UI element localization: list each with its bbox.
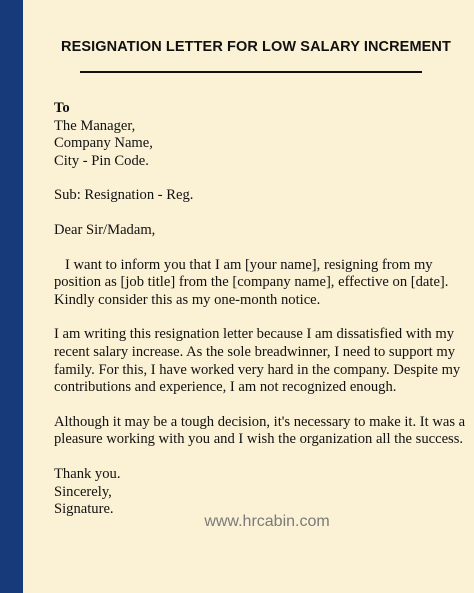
paragraph-2 xyxy=(54,326,464,396)
address-line: City - Pin Code. xyxy=(54,152,149,169)
paragraph-line: I want to inform you that I am [your name], resigning from my xyxy=(65,256,433,273)
paragraph-3 xyxy=(54,414,464,449)
address-line: Company Name, xyxy=(54,135,153,152)
page-title: RESIGNATION LETTER FOR LOW SALARY INCREMENT xyxy=(61,39,451,55)
closing-thanks: Thank you. xyxy=(54,465,121,482)
paragraph-line: contributions and experience, I am not recognized enough. xyxy=(54,379,397,396)
paragraph-line: Although it may be a tough decision, it's necessary to make it. It was a xyxy=(54,413,466,430)
closing-sincerely: Sincerely, xyxy=(54,483,112,500)
paragraph-line: position as [job title] from the [company name], effective on [date]. xyxy=(54,274,449,291)
to-label: To xyxy=(54,100,70,116)
paragraph-line: family. For this, I have worked very hard in the company. Despite my xyxy=(54,361,461,378)
signature: Signature. xyxy=(54,501,114,518)
title-underline xyxy=(80,71,422,73)
footer-website: www.hrcabin.com xyxy=(204,513,330,530)
accent-bar xyxy=(0,0,23,593)
paragraph-line: pleasure working with you and I wish the organization all the success. xyxy=(54,431,464,448)
salutation: Dear Sir/Madam, xyxy=(54,221,156,238)
letter-body xyxy=(54,100,464,519)
address-line: The Manager, xyxy=(54,117,136,134)
subject-line: Sub: Resignation - Reg. xyxy=(54,187,194,204)
paragraph-1 xyxy=(54,257,464,310)
paragraph-line: recent salary increase. As the sole breadwinner, I need to support my xyxy=(54,343,456,360)
paragraph-line: Kindly consider this as my one-month notice. xyxy=(54,291,321,308)
paragraph-line: I am writing this resignation letter because I am dissatisfied with my xyxy=(54,326,455,343)
